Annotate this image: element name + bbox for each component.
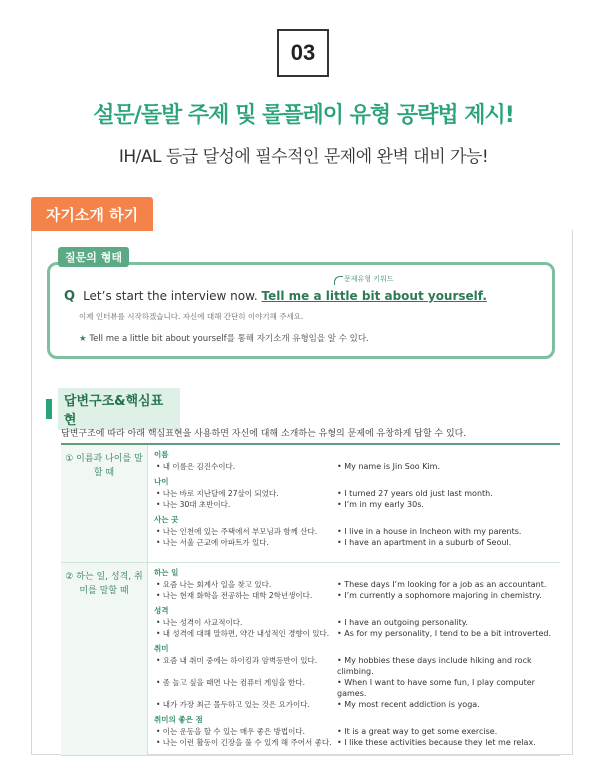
korean-expression: • 요즘 나는 회계사 일을 찾고 있다.: [156, 580, 272, 589]
expression-line: [154, 461, 560, 472]
expression-line: [154, 579, 560, 590]
expression-line: [154, 590, 560, 601]
expression-table: [61, 443, 560, 756]
expression-line: [154, 699, 560, 710]
expression-line: [154, 488, 560, 499]
korean-expression: • 나는 성격이 사교적이다.: [156, 618, 243, 627]
question-tip: [79, 332, 369, 344]
expression-line: [154, 737, 560, 748]
english-expression: climbing.: [337, 667, 374, 676]
korean-expression: • 내 성격에 대해 말하면, 약간 내성적인 경향이 있다.: [156, 629, 330, 638]
korean-expression: • 나는 30대 초반이다.: [156, 500, 231, 509]
row-category: [61, 445, 148, 562]
english-expression: • I have an apartment in a suburb of Seoul.: [337, 538, 512, 547]
korean-expression: • 나는 바로 지난달에 27살이 되었다.: [156, 489, 279, 498]
expression-line: [154, 537, 560, 548]
row-category: [61, 563, 148, 755]
subheadline: IH/AL 등급 달성에 필수적인 문제에 완벽 대비 가능!: [118, 147, 489, 167]
question-box-label: 질문의 형태: [58, 247, 129, 267]
row-category-text: ① 이름과 나이를 말할 때: [65, 454, 143, 478]
group-title: 취미: [154, 644, 169, 653]
korean-expression: • 이는 운동을 할 수 있는 매우 좋은 방법이다.: [156, 727, 306, 736]
group-title: 성격: [154, 606, 169, 615]
korean-expression: [154, 666, 337, 677]
expression-line: [154, 677, 560, 699]
expression-line: [154, 628, 560, 639]
row-body: [148, 445, 560, 562]
question-translation: 이제 인터뷰를 시작하겠습니다. 자신에 대해 간단히 이야기해 주세요.: [79, 312, 304, 321]
expression-line: [154, 726, 560, 737]
table-row: [61, 563, 560, 756]
group-title: 취미의 좋은 점: [154, 715, 203, 724]
question-mark-label: Q: [64, 289, 76, 304]
korean-expression: • 좀 놀고 싶을 때면 나는 컴퓨터 게임을 한다.: [156, 678, 306, 687]
english-expression: • It is a great way to get some exercise.: [337, 727, 498, 736]
korean-expression: • 요즘 내 취미 중에는 하이킹과 암벽등반이 있다.: [156, 656, 318, 665]
question-line: [64, 289, 487, 304]
section-title-bar: [46, 399, 52, 419]
english-expression: • I’m currently a sophomore majoring in chemistry.: [337, 591, 542, 600]
keyword-note: 문제유형 키워드: [344, 275, 394, 283]
headline: 설문/돌발 주제 및 롤플레이 유형 공략법 제시!: [93, 103, 514, 128]
table-row: [61, 445, 560, 563]
expression-line: [154, 666, 560, 677]
english-expression: • When I want to have some fun, I play computer games.: [337, 678, 535, 698]
group-title: 하는 일: [154, 568, 179, 577]
expression-line: [154, 526, 560, 537]
english-expression: • My most recent addiction is yoga.: [337, 700, 480, 709]
row-body: [148, 563, 560, 755]
question-keyword: Tell me a little bit about yourself.: [261, 289, 487, 303]
section-description: 답변구조에 따라 아래 핵심표현을 사용하면 자신에 대해 소개하는 유형의 문제에 유창하게 답할 수 있다.: [61, 429, 467, 439]
section-title-text: 답변구조&핵심표현: [58, 388, 180, 430]
english-expression: • As for my personality, I tend to be a bit introverted.: [337, 629, 552, 638]
question-tip-text: Tell me a little bit about yourself를 통해 자기소개 유형임을 알 수 있다.: [89, 334, 369, 344]
expression-line: [154, 499, 560, 510]
korean-expression: • 나는 현재 화학을 전공하는 대학 2학년생이다.: [156, 591, 313, 600]
group-title: 이름: [154, 450, 169, 459]
english-expression: • I turned 27 years old just last month.: [337, 489, 493, 498]
english-expression: • My name is Jin Soo Kim.: [337, 462, 441, 471]
english-expression: • I’m in my early 30s.: [337, 500, 424, 509]
korean-expression: • 내 이름은 김진수이다.: [156, 462, 236, 471]
card-tab: 자기소개 하기: [31, 197, 153, 231]
korean-expression: • 나는 이런 활동이 긴장을 풀 수 있게 해 주어서 좋다.: [156, 738, 332, 747]
english-expression: • I have an outgoing personality.: [337, 618, 468, 627]
row-category-text: ② 하는 일, 성격, 취미를 말할 때: [65, 572, 143, 596]
korean-expression: • 나는 인천에 있는 주택에서 부모님과 함께 산다.: [156, 527, 318, 536]
star-icon: ★: [79, 334, 87, 344]
korean-expression: • 나는 서울 근교에 아파트가 있다.: [156, 538, 269, 547]
section-number-badge: 03: [277, 29, 329, 77]
expression-line: [154, 655, 560, 666]
expression-line: [154, 617, 560, 628]
group-title: 사는 곳: [154, 515, 179, 524]
question-text: Let’s start the interview now.: [83, 289, 258, 303]
english-expression: • I like these activities because they let me relax.: [337, 738, 536, 747]
english-expression: • These days I’m looking for a job as an accountant.: [337, 580, 547, 589]
korean-expression: • 내가 가장 최근 몰두하고 있는 것은 요가이다.: [156, 700, 310, 709]
english-expression: • My hobbies these days include hiking and rock: [337, 656, 532, 665]
group-title: 나이: [154, 477, 169, 486]
english-expression: • I live in a house in Incheon with my parents.: [337, 527, 522, 536]
keyword-arrow-icon: [334, 276, 343, 285]
section-title: [46, 394, 180, 428]
